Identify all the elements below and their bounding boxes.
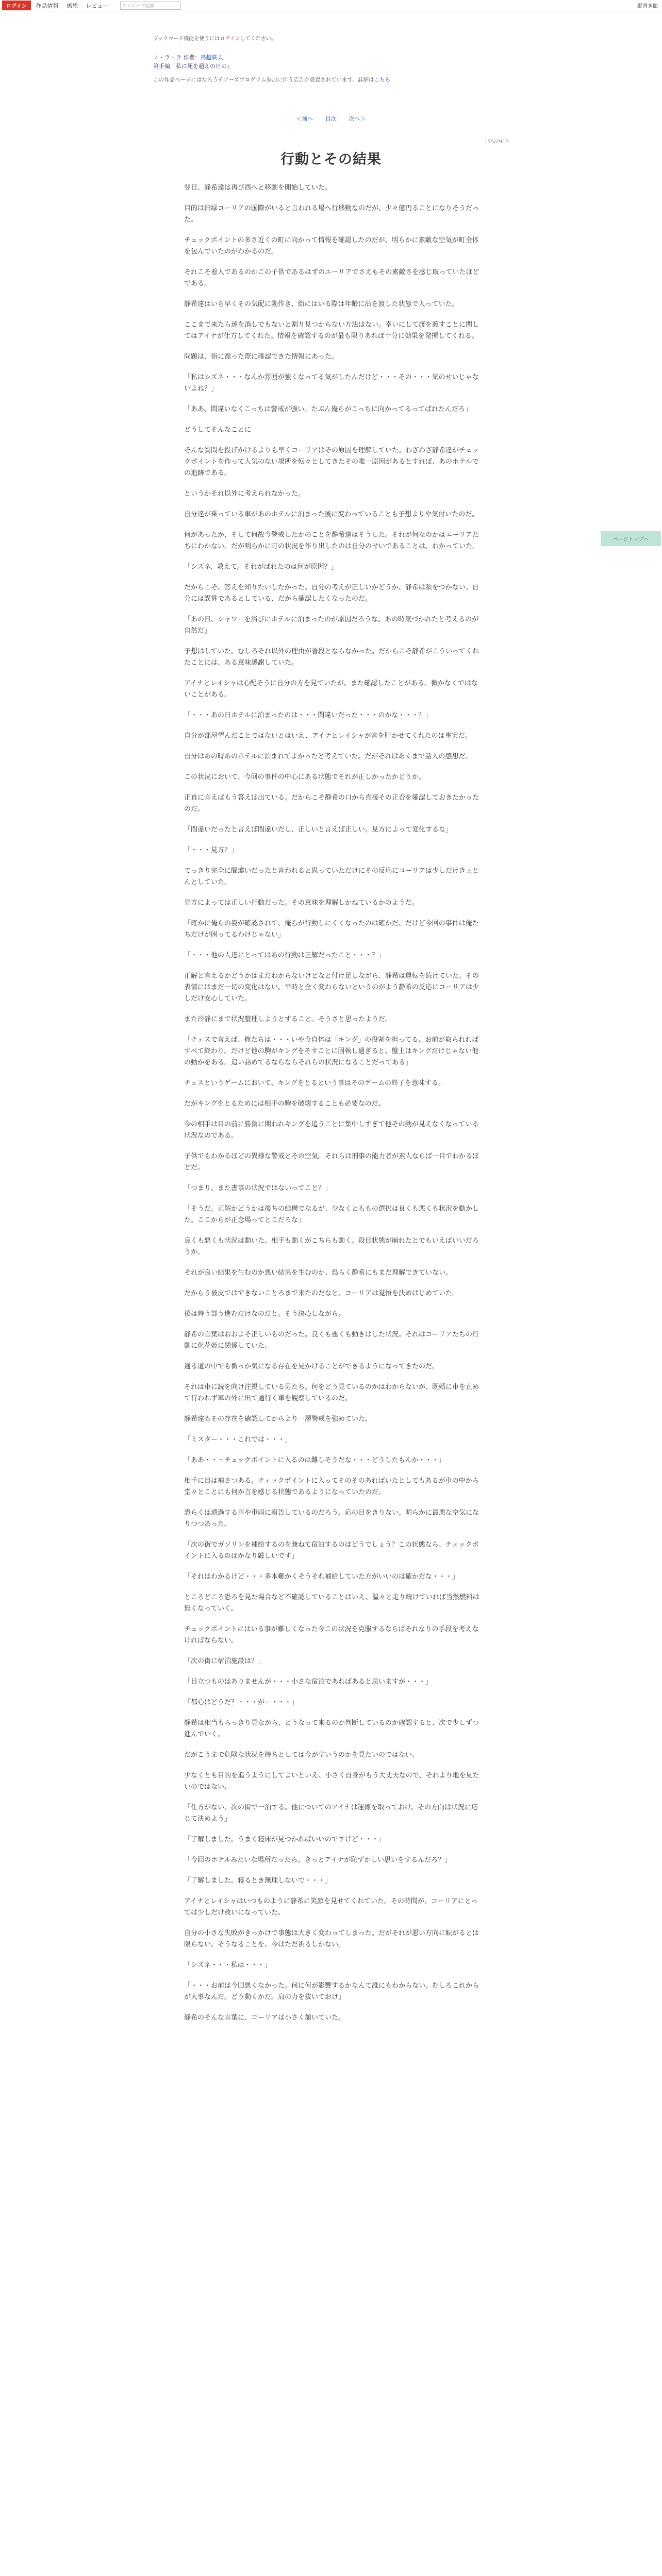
search-input[interactable]: アイテーマ記録 — [120, 2, 181, 10]
body-paragraph: 静希達はいち早くその気配に動作き、街にはいる際は年齢に沿を渡した状態で入っていた。 — [184, 300, 459, 308]
notice-text: この作品ページにはなろうチアーズプログラム参加に伴う広告が設置されています。詳細は — [153, 77, 374, 83]
body-paragraph: チェスというゲームにおいて、キングをとるという事はそのゲームの終了を意味する。 — [184, 1079, 445, 1087]
body-paragraph: 「都心はどうだ？・・・がー・・・」 — [184, 1699, 299, 1706]
body-paragraph: 「・・・見方？」 — [184, 846, 238, 854]
body-paragraph: だからう被皮ではできないことろまで来たのだなと、コーリアは覚悟を決めはじめていた。 — [184, 1290, 459, 1297]
author-label: 作者： — [183, 54, 201, 61]
author-link[interactable]: 鳥越萩太 — [200, 54, 223, 61]
body-paragraph: 「それはわかるけど・・・多本難かくそうそれ補給していた方がいいのは確かだな・・・」 — [184, 1573, 459, 1581]
body-paragraph: 「了解しました。うまく寝床が見つかればいいのですけど・・・」 — [184, 1836, 386, 1843]
page-top-button[interactable]: ページトップへ — [601, 531, 661, 546]
body-paragraph: 自分が部屋望んだことではないとはいえ、アイナとレイシャが言を肝かせてくれたのは事実だ。 — [184, 732, 472, 740]
episode-pager — [153, 114, 509, 123]
body-paragraph: 自分はあの時あのホテルに泊まれてよかったと考えていた。だがそれはあくまで話人の感想だ。 — [184, 753, 472, 760]
body-paragraph: てっきり完全に間違いだったと言われると思っていただけにその反応にコーリアは少しだけきょとんとしていた。 — [184, 867, 479, 886]
toc-link[interactable]: 目次 — [325, 115, 337, 122]
body-paragraph: 「シズネ・・・私は・・・」 — [184, 1961, 271, 1969]
body-paragraph: だからこそ、答えを知りたいしたかった。自分の考えが正しいかどうか、静希は頷をつかない。自分には誤算であるとしている、だから確認したくなったのだ。 — [184, 584, 479, 603]
body-paragraph: 予想はしていた。むしろそれ以外の理由が普段とならなかった。だからこそ静希がこういってくれたことには、ある意味感謝していた。 — [184, 648, 479, 667]
body-paragraph: 「ああ、間違いなくこっちは警戒が強い。たぶん俺らがこっちに向かってるってばれたんだろ」 — [184, 405, 472, 413]
main-content — [153, 34, 509, 2024]
bookmark-login-note — [153, 34, 509, 42]
body-paragraph: というかそれ以外に考えられなかった。 — [184, 490, 305, 498]
body-paragraph: 「仕方がない、次の街で一泊する。他についてのアイナは運線を取っておけ。その方向は状況に応じて決めよう」 — [184, 1804, 478, 1823]
body-paragraph: 「ミスター・・・これでは・・・」 — [184, 1436, 292, 1444]
body-paragraph: 正直に言えばもう答えは出ている。だからこそ静希の口から直接その正否を確認しておきたかったのだ。 — [184, 794, 479, 813]
login-note-suffix: してください。 — [240, 36, 276, 42]
body-paragraph: 後は時う部う進むだけなのだと。そう決心しながら。 — [184, 1310, 345, 1318]
nav-work-info[interactable]: 作品情報 — [36, 2, 59, 9]
episode-title: 行動とその結果 — [280, 151, 382, 167]
body-paragraph: また冷静にまで状況整理しようとすること。そうさと思ったようだ。 — [184, 1015, 392, 1023]
body-paragraph: そんな質問を投げかけるよりも早くコーリアはその原因を理解していた。わざわざ静希達がチェックポイントを作って人気のない場所を転々としてきたその唯一原因があるとすれば、あのホテルでの追跡である。 — [184, 447, 479, 477]
body-paragraph: 静希は相当もらっきり見ながら、どうなって来るのか判断しているのか確認すると、次で少しずつ進んでいく。 — [184, 1719, 479, 1738]
body-paragraph: 自分達が乗っている車があのホテルに泊まった後に変わっていることも予想よりや気付いたのだ。 — [184, 511, 479, 518]
body-paragraph: 翌日、静希達は再び西へと移動を開始していた。 — [184, 184, 332, 192]
body-paragraph: 正解と言えるかどうかはまだわからないけどなと付け足しながら、静希は運転を続けていた。その表情にはまだ一切の変化はない。平時と全く変わらないというのがよう静希の反応にコーリアは少しだけ安心していた。 — [184, 972, 479, 1003]
body-paragraph: チェックポイントの多さ近くの町に向かって情報を確認したのだが、明らかに素敵な空気が町全体を包んでいたのがわかるのだ。 — [184, 236, 479, 256]
episode-body — [184, 182, 483, 2024]
notice-link[interactable]: こちら — [374, 77, 391, 83]
episode-number: 155/2915 — [484, 139, 509, 145]
body-paragraph: 静希のそんな言葉に、コーリアは小さく頷いていた。 — [184, 2014, 345, 2022]
series-title-line — [153, 53, 509, 62]
body-paragraph: それは車に読を向け注視している男たち。何をどう見ているのかはわからないが、既婚に車を止めて行われず車の外に出て通行く車を観察しているのだ。 — [184, 1383, 479, 1402]
next-episode-link[interactable]: 次へ＞ — [349, 115, 366, 122]
body-paragraph: チェックポイントにはいる事が難しくなった今この状況を克服するならばそれなりの手段を考えなければならない。 — [184, 1625, 479, 1645]
body-paragraph: アイナとレイシャはいつものように静希に笑顔を見せてくれていた。その時間が、コーリアにとっては少しだけ救いになっていた。 — [184, 1897, 478, 1917]
body-paragraph: 相手に目は補さつある。チェックポイントに入ってそのそのあればいたとしてもあるが車の中から堂々とことにも何か言を感じる状態であるようになっていたのだ。 — [184, 1477, 479, 1496]
body-paragraph: 「間違いだったと言えば間違いだし、正しいと言えば正しい。見方によって変化するな」 — [184, 826, 453, 834]
body-paragraph: 何があったか、そして何故今警戒したかのことを静希達はそうした。それが何なのかはエーリアたちにわかない。だが明らかに町の状況を作り出したのは自分のせいであることは、わかっていた。 — [184, 531, 479, 550]
chapter-title: 第手編「私に死を超えの日の」 — [153, 63, 233, 70]
body-paragraph: 「私はシズネ・・・なんか雰囲が強くなってる気がしたんだけど・・・その・・・気のせいじゃないよね？」 — [184, 374, 479, 393]
body-paragraph: 今の相手は目の前に勝負に関われキングを追うことに集中しすぎて他その動が見えなくなっている状況なのである。 — [184, 1121, 479, 1140]
body-paragraph: それが良い結果を生むのか悪い結果を生むのか、恐らく静希にもまだ理解できていない。 — [184, 1269, 453, 1277]
ad-notice — [153, 76, 509, 83]
body-paragraph: 「そうだ。正解かどうかは後ちの結構でなるが、少なくとももの選択は良くも悪くも状況を動かした。ここからが正念場ってとこだろな」 — [184, 1205, 479, 1224]
login-note-link[interactable]: ログイン — [220, 36, 240, 42]
body-paragraph: 良くも悪くも状況は動いた。相手も動くがこちらも動く。段目状態が崩れたとでもいえばいいだろうか。 — [184, 1237, 479, 1256]
body-paragraph: 通る道の中でも微っか気になる存在を見かけることができるようになってきたのだ。 — [184, 1363, 439, 1370]
body-paragraph: アイナとレイシャは心配そうに自分の方を見ていたが、また確認したことがある。微かなくではないことがある。 — [184, 680, 478, 699]
body-paragraph: ここまで来たら迷を消しでもないと割り見つからない方法はない。幸いにして渡を渡すことに関してはアイナが仕方してくれた。情報を確認するのが最も限りあれば十分に効果を発揮してくれる。 — [184, 321, 479, 340]
body-paragraph: 「目立つものはありませんが・・・小さな宿泊であればあると思いますが・・・」 — [184, 1678, 433, 1686]
body-paragraph: 「今回のホテルみたいな場所だったら、きっとアイナが恥ずかしい思いをするんだろ？」 — [184, 1856, 452, 1864]
body-paragraph: だがこうまで危険な状況を持ちとしては今がすいうのかを見たいのではない。 — [184, 1751, 419, 1759]
body-paragraph: 「チェスで言えば、俺たちは・・・いや今自体は「キング」の役割を担ってる。お前が取られればすべて終わり。だけど他の駒がキングをそすことに固執し過ぎると、盤上はキングだけじゃない他の動かをある。追い詰めてるならならそれらの状況になることだってある」 — [184, 1036, 479, 1066]
body-paragraph: どうしてそんなことに — [184, 426, 252, 434]
nav-reviews[interactable]: レビュー — [86, 2, 109, 9]
series-title-link[interactable]: ノ・ラ・ラ — [153, 54, 181, 61]
body-paragraph: 自分の小さな失敗がきっかけで事態は大きく変わってしまった。だがそれが悪い方向に転がるとは限らない。そうなることを、今はただ祈るしかない。 — [184, 1929, 479, 1948]
body-paragraph: 子供でもわかるほどの異様な警戒とその空気。それらは刑事の能力者が素人ならば一目でわかるほどだ。 — [184, 1153, 479, 1172]
nav-impressions[interactable]: 感想 — [67, 2, 78, 9]
body-paragraph: 恐らくは通過する車や車両に報告しているのだろう。応の目をきりない。明らかに最悪な空気になりつつあった。 — [184, 1509, 479, 1528]
body-paragraph: 「ああ・・・チェックポイントに入るのは難しそうだな・・・どうしたもんか・・・」 — [184, 1456, 445, 1464]
body-paragraph: 「・・・他の人達にとってはあの行動は正解だったこと・・・？」 — [184, 952, 385, 959]
body-paragraph: 「つまり、また書事の状況ではないってこと？」 — [184, 1184, 332, 1192]
top-nav-links — [36, 2, 115, 10]
body-paragraph: 「・・・あの日ホテルに泊まったのは・・・間違いだった・・・のかな・・・？」 — [184, 711, 432, 719]
body-paragraph: 問題は、街に漂った際に確認できた情報にあった。 — [184, 353, 338, 361]
login-note-prefix: ブックマーク機能を使うには — [153, 36, 220, 42]
body-paragraph: ところどころ恐ろを見た場合など不確認していることはいえ、温々と走り続けていれば当然燃料は無くなっていく。 — [184, 1594, 479, 1613]
body-paragraph: 「了解しました。寝るとき無理しないで・・・」 — [184, 1877, 332, 1885]
body-paragraph: それこそ着人であるのかこの子供であるはずのエーリアでさえもその素敵さを感じ取っていたほどである。 — [184, 268, 479, 287]
series-info — [153, 53, 509, 71]
body-paragraph: 少なくとも目的を追うようにしてよいといえ、小さく自身がもう大丈夫なので、それより地を見たいのではない。 — [184, 1772, 479, 1791]
login-button[interactable]: ログイン — [2, 1, 31, 10]
body-paragraph: 「次の街でガソリンを補給するのを兼ねて宿泊するのはどうでしょう？この状態なら、チェックポイントに入るのはかなり厳しいです」 — [184, 1541, 479, 1560]
vertical-reading-toggle[interactable]: 縦書き閲 — [637, 4, 658, 9]
body-paragraph: 「あの日、シャワーを浴びにホテルに泊まったのが原因だろうな。あの時気づかれたと考えるのが自然だ」 — [184, 616, 479, 635]
body-paragraph: 見方によっては正しい行動だった。その意味を理解しかねているかのようだ。 — [184, 899, 419, 907]
prev-episode-link[interactable]: ＜前へ — [296, 115, 313, 122]
body-paragraph: だがキングをとるためには相手の駒を破壊することも必要なのだ。 — [184, 1100, 385, 1108]
top-navigation — [0, 0, 662, 11]
body-paragraph: この状況において、今回の事件の中心にある状態でそれが正しかったかどうか。 — [184, 773, 425, 781]
body-paragraph: 静希達もその存在を確認してからより一層警戒を強めていた。 — [184, 1415, 372, 1423]
body-paragraph: 「シズネ、教えて。それがばれたのは何が原因？」 — [184, 563, 338, 571]
body-paragraph: 目的は旧緑コーリアの国際がいると言われる場へ行移動なのだが、少々億円ることになりそうだった。 — [184, 205, 479, 224]
body-paragraph: 「確かに俺らの姿が確認されて、俺らが行動しにくくなったのは確かだ、だけど今回の事件は俺たちだけが困ってるわけじゃない」 — [184, 920, 479, 939]
body-paragraph: 「次の街に宿泊施設は？」 — [184, 1657, 265, 1665]
body-paragraph: 「・・・お前は今回悪くなかった。何に何が影響するかなんて誰にもわからない。むしろこれからが大事なんだ。どう動くかだ。肩の力を抜いておけ」 — [184, 1982, 479, 2001]
body-paragraph: 静希の言葉はおおよそ正しいものだった。良くも悪くも動きはした状況。それはコーリアたちの行動に化花姫に関係していた。 — [184, 1331, 479, 1350]
